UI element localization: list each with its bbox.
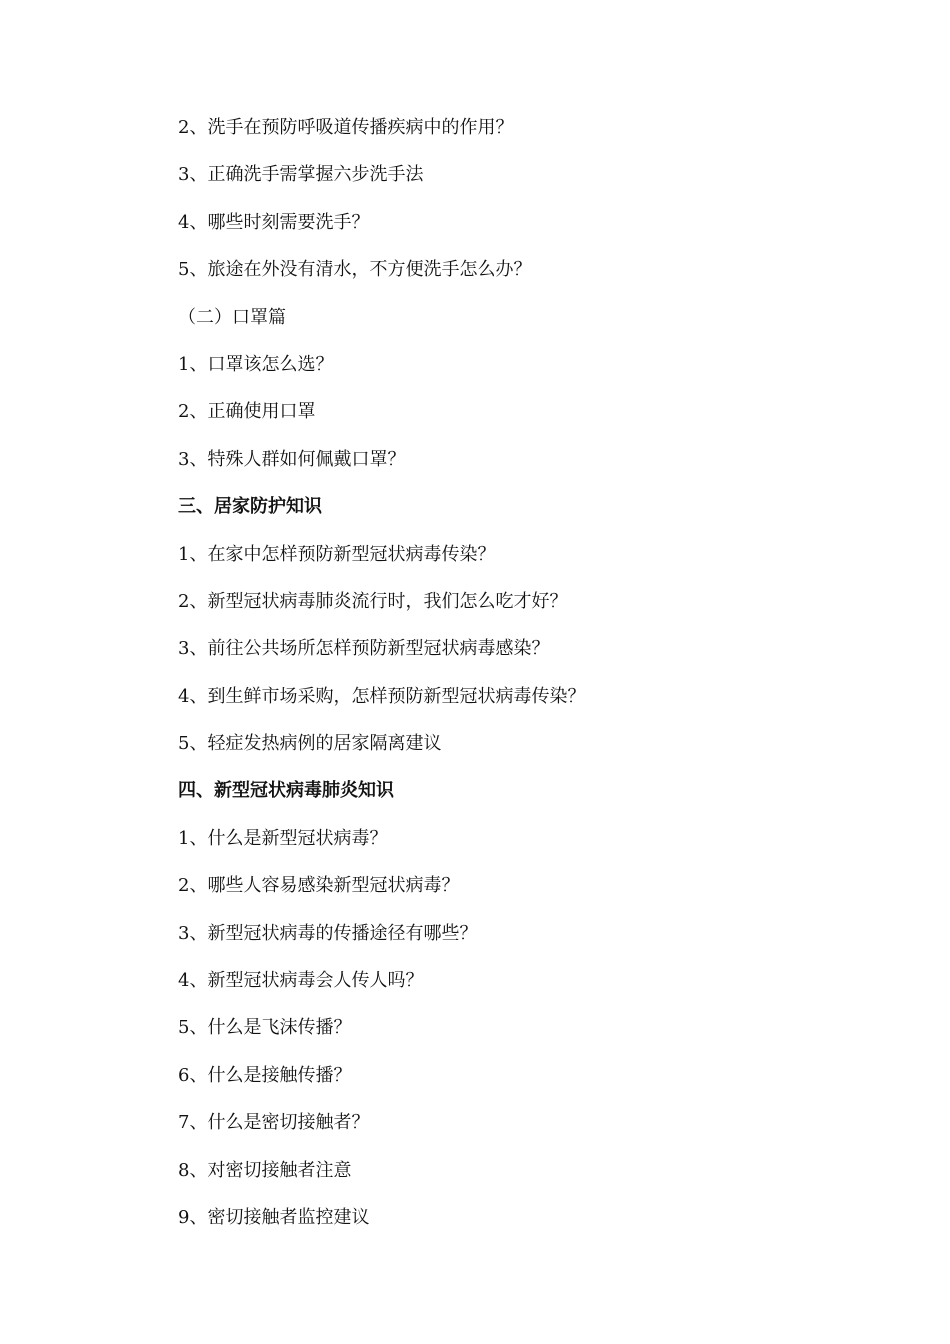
list-item: 2、洗手在预防呼吸道传播疾病中的作用？	[178, 117, 514, 138]
list-item: 3、正确洗手需掌握六步洗手法	[178, 164, 424, 186]
list-item: 3、新型冠状病毒的传播途径有哪些？	[178, 922, 478, 944]
section-heading: 四、新型冠状病毒肺炎知识	[178, 780, 394, 802]
list-item: 4、哪些时刻需要洗手？	[178, 211, 370, 233]
list-item: 2、哪些人容易感染新型冠状病毒？	[178, 875, 460, 897]
list-item: 3、前往公共场所怎样预防新型冠状病毒感染？	[178, 638, 550, 660]
list-item: 8、对密切接触者注意	[178, 1159, 352, 1181]
list-item: 5、旅途在外没有清水，不方便洗手怎么办？	[178, 259, 532, 281]
list-item: 6、什么是接触传播？	[178, 1064, 352, 1086]
subsection-title: （二）口罩篇	[178, 306, 286, 328]
list-item: 5、轻症发热病例的居家隔离建议	[178, 733, 442, 755]
list-item: 5、什么是飞沫传播？	[178, 1017, 352, 1039]
list-item: 9、密切接触者监控建议	[178, 1206, 370, 1228]
list-item: 4、到生鲜市场采购，怎样预防新型冠状病毒传染？	[178, 685, 586, 707]
list-item: 3、特殊人群如何佩戴口罩？	[178, 448, 406, 470]
list-item: 4、新型冠状病毒会人传人吗？	[178, 970, 424, 992]
list-item: 1、口罩该怎么选？	[178, 353, 334, 375]
document-body	[178, 112, 898, 1249]
list-item: 1、在家中怎样预防新型冠状病毒传染？	[178, 543, 496, 565]
section-heading: 三、居家防护知识	[178, 496, 322, 518]
list-item: 7、什么是密切接触者？	[178, 1112, 370, 1134]
list-item: 2、正确使用口罩	[178, 401, 316, 423]
list-item: 2、新型冠状病毒肺炎流行时，我们怎么吃才好？	[178, 590, 568, 612]
list-item: 1、什么是新型冠状病毒？	[178, 827, 388, 849]
